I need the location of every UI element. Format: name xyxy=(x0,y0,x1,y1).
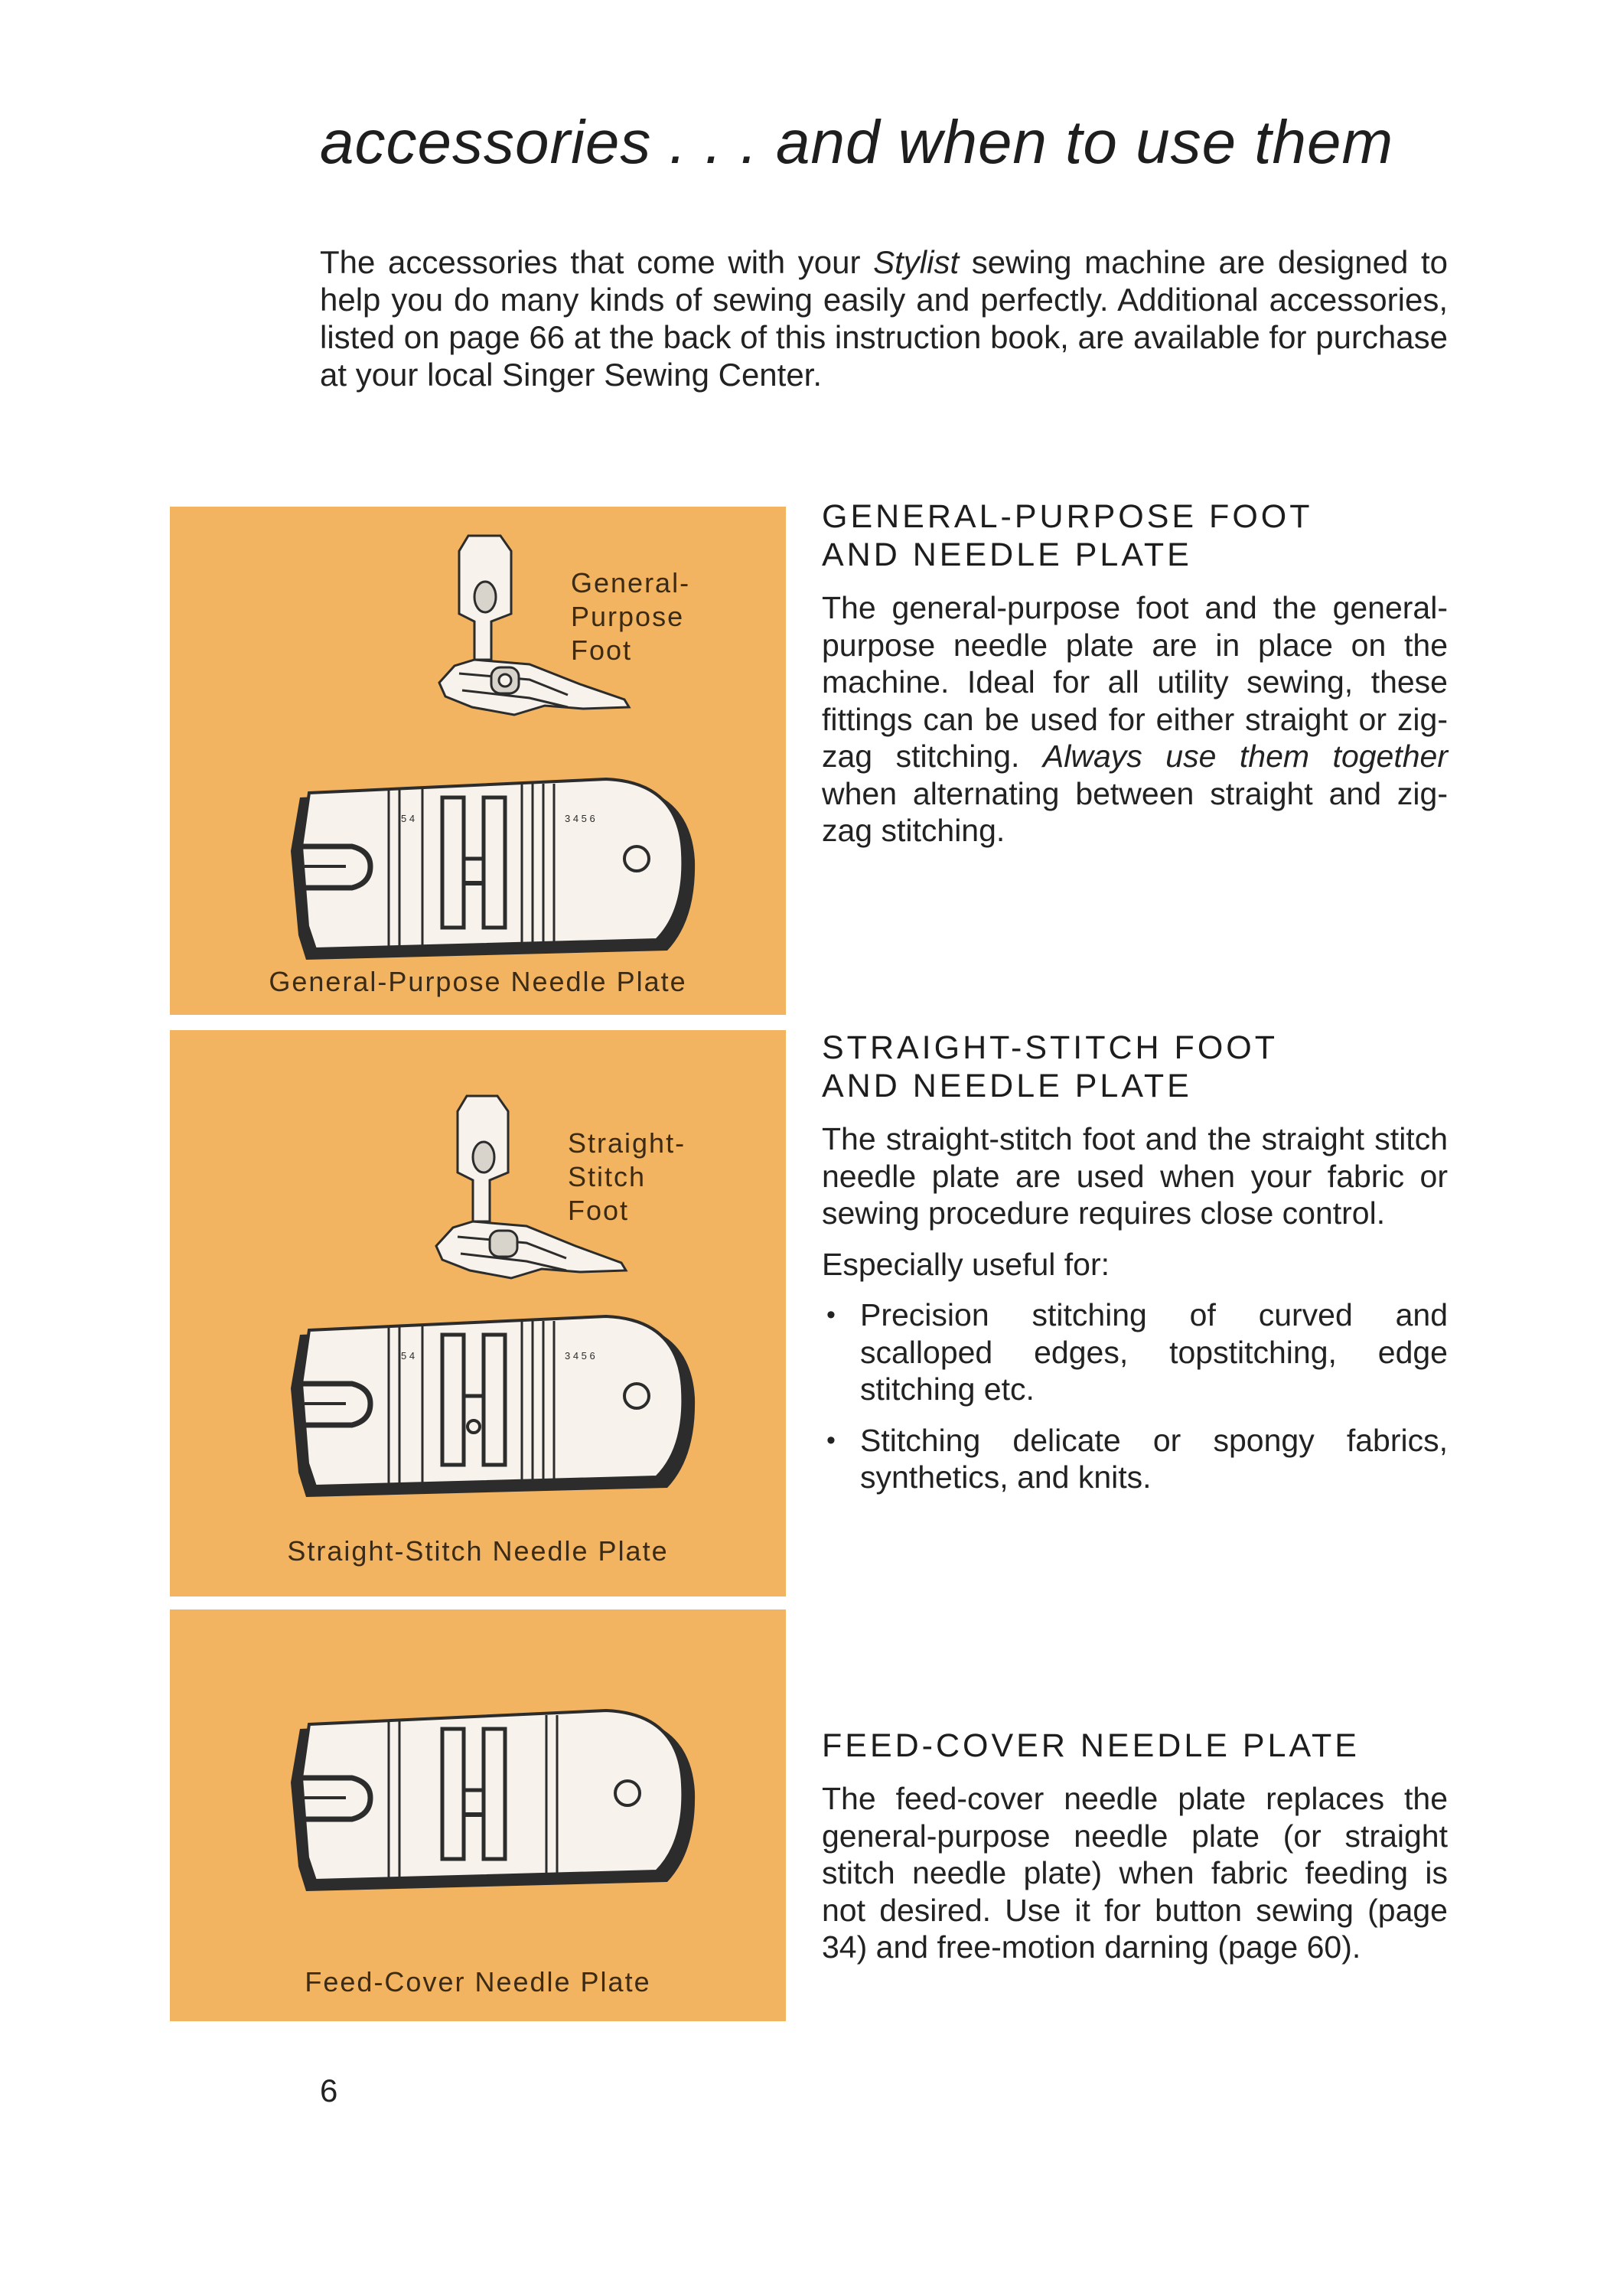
straight-stitch-heading: STRAIGHT-STITCH FOOT AND NEEDLE PLATE xyxy=(822,1029,1278,1104)
feed-cover-section xyxy=(822,1727,1448,1966)
feed-cover-illustration xyxy=(170,1609,786,2021)
straight-stitch-section xyxy=(822,1029,1448,1510)
straight-stitch-uses-list xyxy=(822,1296,1448,1496)
feed-cover-body: The feed-cover needle plate replaces the general-purpose needle plate (or straight stitch needle plate) when fabric feeding is not desired. Use it for button sewing (page 34) and free-motion darning (page 60). xyxy=(822,1781,1448,1965)
general-purpose-needle-plate-icon xyxy=(291,779,695,960)
general-purpose-section xyxy=(822,497,1448,850)
feed-cover-plate-caption: Feed-Cover Needle Plate xyxy=(305,1966,651,1998)
feed-cover-illustration-panel xyxy=(170,1609,786,2021)
page-number: 6 xyxy=(320,2073,338,2108)
general-purpose-heading: GENERAL-PURPOSE FOOT AND NEEDLE PLATE xyxy=(822,498,1313,573)
plate-mark-right: 3 4 5 6 xyxy=(565,813,595,824)
page-title: accessories . . . and when to use them xyxy=(320,108,1394,176)
general-purpose-illustration-panel xyxy=(170,507,786,1015)
general-purpose-emphasis: Always use them together xyxy=(1042,739,1448,774)
general-purpose-plate-caption: General-Purpose Needle Plate xyxy=(269,966,687,997)
intro-brand-name: Stylist xyxy=(873,244,960,280)
list-item: • Precision stitching of curved and scalloped edges, topstitching, edge stitching etc. xyxy=(822,1296,1448,1408)
general-purpose-foot-label: General- Purpose Foot xyxy=(571,567,691,666)
feed-cover-heading: FEED-COVER NEEDLE PLATE xyxy=(822,1727,1360,1764)
plate-mark-left: 5 4 xyxy=(401,1350,416,1362)
general-purpose-body: The general-purpose foot and the general-purpose needle plate are in place on the machine. Ideal for all utility sewing, these fittings can be used for either straight or zig-zag stitching. Always use them together when alternating between straight and zig-zag stitching. xyxy=(822,590,1448,848)
intro-paragraph xyxy=(320,243,1448,393)
list-item: • Stitching delicate or spongy fabrics, synthetics, and knits. xyxy=(822,1422,1448,1496)
straight-stitch-needle-plate-icon xyxy=(291,1316,695,1497)
straight-stitch-body: The straight-stitch foot and the straight stitch needle plate are used when your fabric or sewing procedure requires close control. xyxy=(822,1121,1448,1231)
general-purpose-illustration xyxy=(170,507,786,1015)
intro-text-before: The accessories that come with your xyxy=(320,244,874,280)
straight-stitch-illustration-panel xyxy=(170,1030,786,1596)
plate-mark-left: 5 4 xyxy=(401,813,416,824)
feed-cover-needle-plate-icon xyxy=(291,1711,695,1891)
straight-stitch-plate-caption: Straight-Stitch Needle Plate xyxy=(287,1535,669,1567)
straight-stitch-subheading: Especially useful for: xyxy=(822,1246,1110,1282)
intro-text-after: sewing machine are designed to help you do many kinds of sewing easily and perfectly. Additional accessories, listed on page 66 at the back of this instruction book, are available for purchase at your local Singer Sewing Center. xyxy=(320,244,1448,393)
plate-mark-right: 3 4 5 6 xyxy=(565,1350,595,1362)
straight-stitch-foot-label: Straight- Stitch Foot xyxy=(568,1127,686,1226)
straight-stitch-illustration xyxy=(170,1030,786,1596)
